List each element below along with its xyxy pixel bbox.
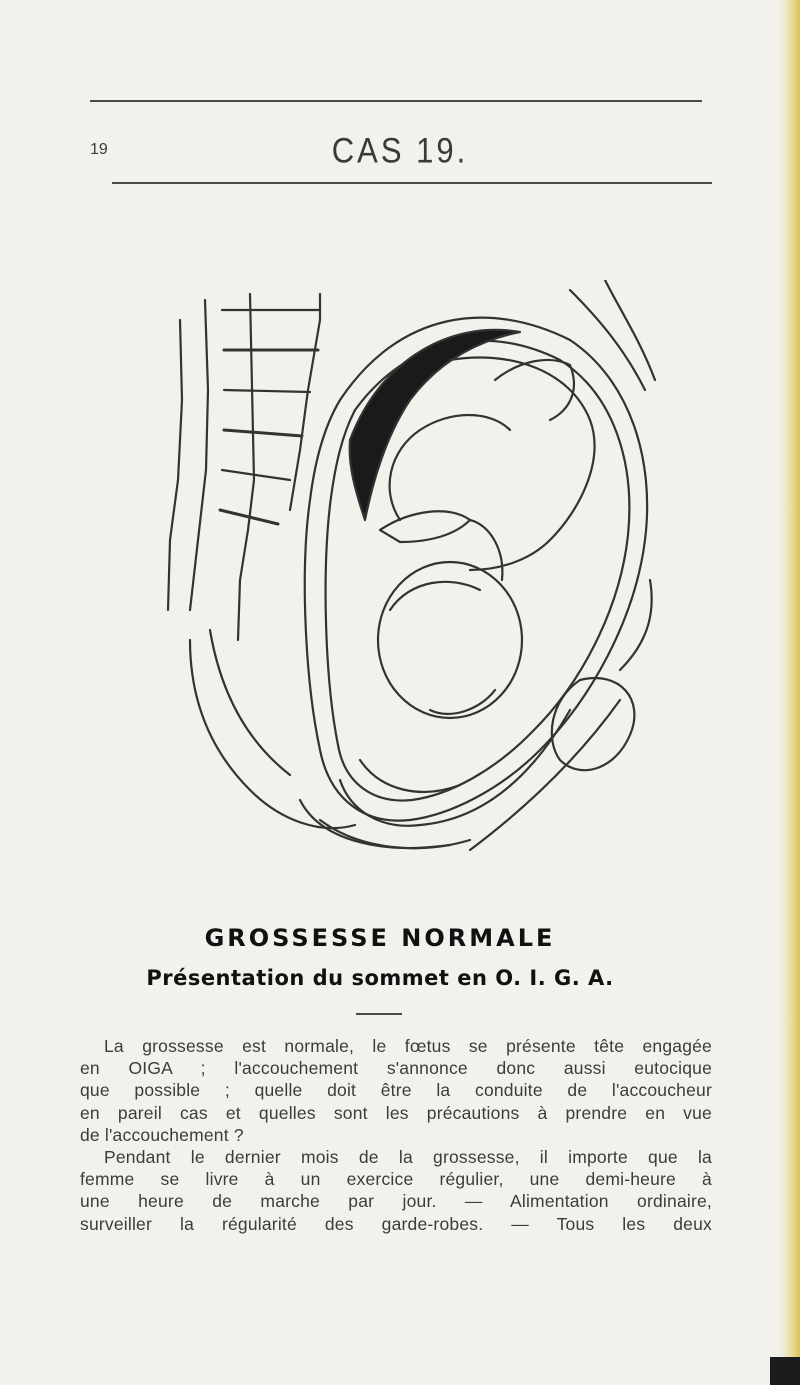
body-line: La grossesse est normale, le fœtus se présente tête engagée [104, 1036, 712, 1056]
main-heading: GROSSESSE NORMALE [204, 924, 556, 952]
body-line: Pendant le dernier mois de la grossesse, il importe que la [104, 1147, 712, 1168]
body-line: une heure de marche par jour. — Alimentation ordinaire, [80, 1191, 712, 1212]
body-line: de l'accouchement ? [80, 1124, 244, 1145]
sub-heading: Présentation du sommet en O. I. G. A. [146, 966, 614, 990]
pregnancy-diagram [150, 280, 660, 860]
body-line: que possible ; quelle doit être la conduite de l'accoucheur [80, 1080, 712, 1101]
page-corner-shadow [770, 1357, 800, 1385]
header-rule-bottom [112, 182, 712, 184]
body-line: en pareil cas et quelles sont les précautions à prendre en vue [80, 1102, 712, 1123]
header-rule-top [90, 100, 702, 102]
fetus-head [378, 562, 522, 718]
body-line: femme se livre à un exercice régulier, une demi-heure à [80, 1169, 712, 1190]
body-line: en OIGA ; l'accouchement s'annonce donc aussi eutocique [80, 1058, 712, 1079]
body-paragraphs [80, 1035, 712, 1235]
case-title: CAS 19. [331, 130, 469, 171]
page-edge-stain [778, 0, 800, 1385]
section-divider [356, 1013, 402, 1015]
page-number: 19 [90, 141, 108, 158]
body-line: surveiller la régularité des garde-robes. — Tous les deux [80, 1213, 712, 1234]
